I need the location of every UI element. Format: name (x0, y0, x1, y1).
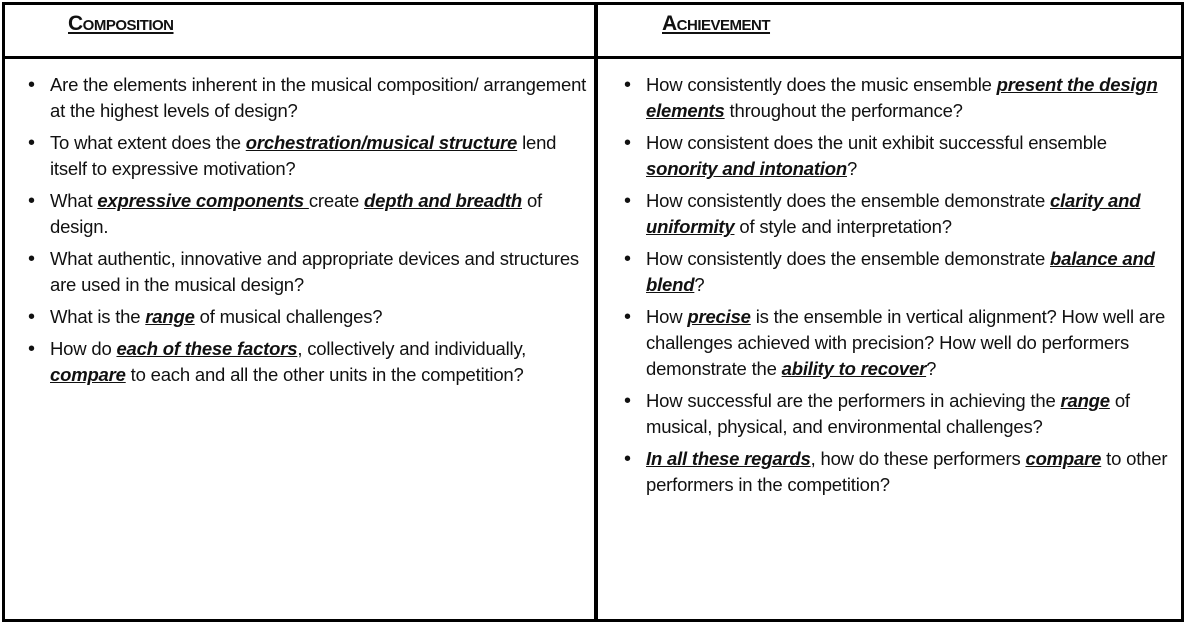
item-text: of design. (50, 190, 542, 237)
item-text: lend itself to expressive motivation? (50, 132, 557, 179)
item-text: How (646, 306, 688, 327)
emphasized-term: ability to recover (781, 358, 927, 379)
item-text: create (308, 190, 365, 211)
emphasized-term: precise (687, 306, 751, 327)
item-text: ? (846, 158, 858, 179)
emphasized-term: In all these regards (646, 448, 811, 469)
item-text: What authentic, innovative and appropriate devices and structures are used in the musical design? (50, 248, 579, 295)
item-text: What (50, 190, 98, 211)
list-item (26, 188, 592, 240)
achievement-header: Achievement (662, 12, 771, 35)
item-text: of musical challenges? (194, 306, 383, 327)
emphasized-term: each of these factors (116, 338, 298, 359)
item-text: What is the (50, 306, 146, 327)
item-text: How consistent does the unit exhibit successful ensemble (646, 132, 1107, 153)
item-text: How successful are the performers in achieving the (646, 390, 1061, 411)
item-text: , collectively and individually, (297, 338, 527, 359)
list-item (622, 130, 1176, 182)
composition-list (26, 72, 592, 394)
composition-header: Composition (68, 12, 174, 35)
emphasized-term: present the design elements (646, 74, 1158, 121)
emphasized-term: range (145, 306, 195, 327)
list-item (26, 130, 592, 182)
item-text: is the ensemble in vertical alignment? How well are challenges achieved with precision? How well do performers demonstrate the (646, 306, 1166, 379)
item-text: How consistently does the ensemble demonstrate (646, 248, 1050, 269)
list-item (622, 388, 1176, 440)
item-text: ? (694, 274, 705, 295)
emphasized-term: compare (1025, 448, 1102, 469)
item-text: of style and interpretation? (734, 216, 952, 237)
item-text: throughout the performance? (724, 100, 963, 121)
list-item (622, 446, 1176, 498)
emphasized-term: clarity and uniformity (646, 190, 1141, 237)
list-item (26, 72, 592, 124)
emphasized-term: compare (50, 364, 126, 385)
item-text: How consistently does the ensemble demonstrate (646, 190, 1050, 211)
item-text: to other performers in the competition? (646, 448, 1168, 495)
item-text: to each and all the other units in the competition? (125, 364, 524, 385)
header-divider (2, 56, 1184, 59)
list-item (622, 72, 1176, 124)
item-text: To what extent does the (50, 132, 246, 153)
list-item (622, 246, 1176, 298)
emphasized-term: depth and breadth (364, 190, 522, 211)
item-text: of musical, physical, and environmental challenges? (646, 390, 1130, 437)
item-text: ? (926, 358, 937, 379)
item-text: How do (50, 338, 117, 359)
list-item (622, 188, 1176, 240)
list-item (26, 246, 592, 298)
achievement-list (622, 72, 1176, 504)
emphasized-term: range (1060, 390, 1110, 411)
emphasized-term: orchestration/musical structure (245, 132, 518, 153)
item-text: , how do these performers (810, 448, 1026, 469)
column-divider (594, 2, 598, 622)
emphasized-term: balance and blend (646, 248, 1155, 295)
item-text: Are the elements inherent in the musical composition/ arrangement at the highest levels of design? (50, 74, 587, 121)
item-text: How consistently does the music ensemble (646, 74, 997, 95)
list-item (26, 336, 592, 388)
emphasized-term: sonority and intonation (646, 158, 847, 179)
list-item (26, 304, 592, 330)
list-item (622, 304, 1176, 382)
emphasized-term: expressive components (97, 190, 309, 211)
